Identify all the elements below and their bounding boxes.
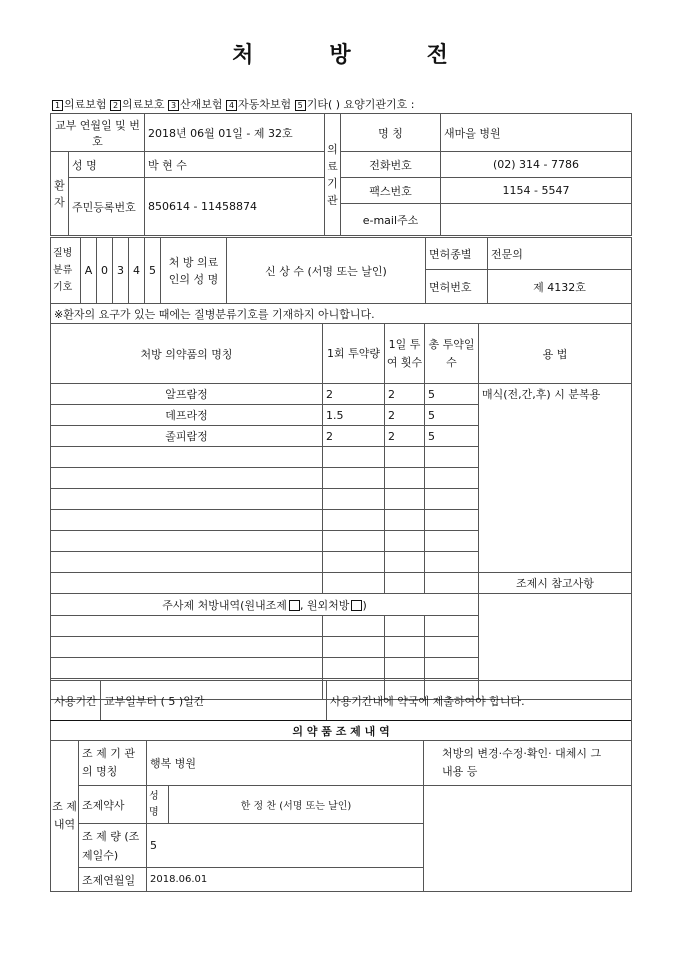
- insurance-type-2: 2 의료보호: [110, 98, 165, 111]
- insurance-type-1: 1 의료보험: [52, 98, 107, 111]
- insurance-type-5: 5 기타( ): [295, 98, 340, 111]
- email-value: [441, 204, 632, 236]
- disease-code-4: 4: [129, 238, 145, 304]
- fax-label: 팩스번호: [341, 178, 441, 204]
- usage-header: 용 법: [479, 324, 632, 384]
- usage-period-value: 교부일부터 ( 5 )일간: [101, 681, 327, 721]
- usage-period-label: 사용기간: [51, 681, 101, 721]
- dispensing-table: [50, 720, 632, 892]
- medicine-times: 2: [385, 405, 425, 426]
- institution-code-label: 요양기관기호 :: [343, 98, 415, 111]
- dispensing-inst: 행복 병원: [147, 741, 424, 786]
- disease-code-3: 3: [113, 238, 129, 304]
- patient-name: 박 현 수: [145, 152, 325, 178]
- external-checkbox[interactable]: [351, 600, 362, 611]
- header-table: [50, 113, 632, 236]
- medicine-dose: 2: [323, 426, 385, 447]
- pharmacist-name-label: 성 명: [147, 786, 169, 824]
- medicine-times: 2: [385, 426, 425, 447]
- amount-label: 조 제 량 (조제일수): [79, 824, 147, 868]
- license-type: 전문의: [488, 238, 632, 270]
- table-row: [51, 573, 632, 594]
- medicine-days: 5: [425, 384, 479, 405]
- usage-period-notice: 사용기간내에 약국에 제출하여야 합니다.: [327, 681, 632, 721]
- prescriber-name: 신 상 수 (서명 또는 날인): [227, 238, 426, 304]
- issue-label: 교부 연월일 및 번호: [51, 114, 145, 152]
- medicine-times: 2: [385, 384, 425, 405]
- dose-header: 1회 투약량: [323, 324, 385, 384]
- prescriber-label: 처 방 의료인의 성 명: [161, 238, 227, 304]
- reference-label: 조제시 참고사항: [479, 573, 632, 594]
- days-header: 총 투약일수: [425, 324, 479, 384]
- usage-period-table: [50, 680, 632, 721]
- disease-code-1: A: [81, 238, 97, 304]
- in-house-checkbox[interactable]: [289, 600, 300, 611]
- medicine-name: 데프라정: [51, 405, 323, 426]
- license-type-label: 면허종별: [426, 238, 488, 270]
- disease-code-label: 질병분류기호: [51, 238, 81, 304]
- prescriber-table: [50, 237, 632, 324]
- patient-id: 850614 - 11458874: [145, 178, 325, 236]
- medicine-days: 5: [425, 405, 479, 426]
- insurance-type-line: [52, 96, 415, 112]
- medicine-days: 5: [425, 426, 479, 447]
- disease-code-5: 5: [145, 238, 161, 304]
- medicine-name: 졸피람정: [51, 426, 323, 447]
- usage-text: 매식(전,간,후) 시 분복용: [479, 384, 632, 573]
- changes-label: 처방의 변경·수정·확인· 대체시 그 내용 등: [424, 741, 632, 786]
- issue-value: 2018년 06월 01일 - 제 32호: [145, 114, 325, 152]
- amount-value: 5: [147, 824, 424, 868]
- fax-value: 1154 - 5547: [441, 178, 632, 204]
- injection-label: 주사제 처방내역(원내조제 , 원외처방 ): [51, 594, 479, 616]
- email-label: e-mail주소: [341, 204, 441, 236]
- license-no-label: 면허번호: [426, 270, 488, 304]
- license-no: 제 4132호: [488, 270, 632, 304]
- medicine-dose: 1.5: [323, 405, 385, 426]
- insurance-type-3: 3 산재보험: [168, 98, 223, 111]
- patient-name-label: 성 명: [69, 152, 145, 178]
- institution-section-label: 의료기관: [325, 114, 341, 236]
- medicine-name: 알프람정: [51, 384, 323, 405]
- phone-value: (02) 314 - 7786: [441, 152, 632, 178]
- institution-name: 새마을 병원: [441, 114, 632, 152]
- medicine-table: [50, 323, 632, 700]
- phone-label: 전화번호: [341, 152, 441, 178]
- insurance-type-4: 4 자동차보험: [226, 98, 291, 111]
- changes-area: [424, 786, 632, 892]
- dispensing-date-label: 조제연월일: [79, 868, 147, 892]
- dispensing-title: 의 약 품 조 제 내 역: [51, 721, 632, 741]
- medicine-name-header: 처방 의약품의 명칭: [51, 324, 323, 384]
- dispensing-date: 2018.06.01: [147, 868, 424, 892]
- pharmacist-label: 조제약사: [79, 786, 147, 824]
- times-header: 1일 투여 횟수: [385, 324, 425, 384]
- patient-id-label: 주민등록번호: [69, 178, 145, 236]
- patient-section-label: 환자: [51, 152, 69, 236]
- dispensing-inst-label: 조 제 기 관 의 명칭: [79, 741, 147, 786]
- table-row: [51, 384, 632, 405]
- disease-code-2: 0: [97, 238, 113, 304]
- medicine-dose: 2: [323, 384, 385, 405]
- institution-name-label: 명 칭: [341, 114, 441, 152]
- pharmacist-name: 한 정 찬 (서명 또는 날인): [169, 786, 424, 824]
- notice-text: ※환자의 요구가 있는 때에는 질병분류기호를 기재하지 아니합니다.: [51, 304, 632, 324]
- dispensing-section-label: 조 제 내역: [51, 741, 79, 892]
- document-title: 처 방 전: [232, 43, 448, 68]
